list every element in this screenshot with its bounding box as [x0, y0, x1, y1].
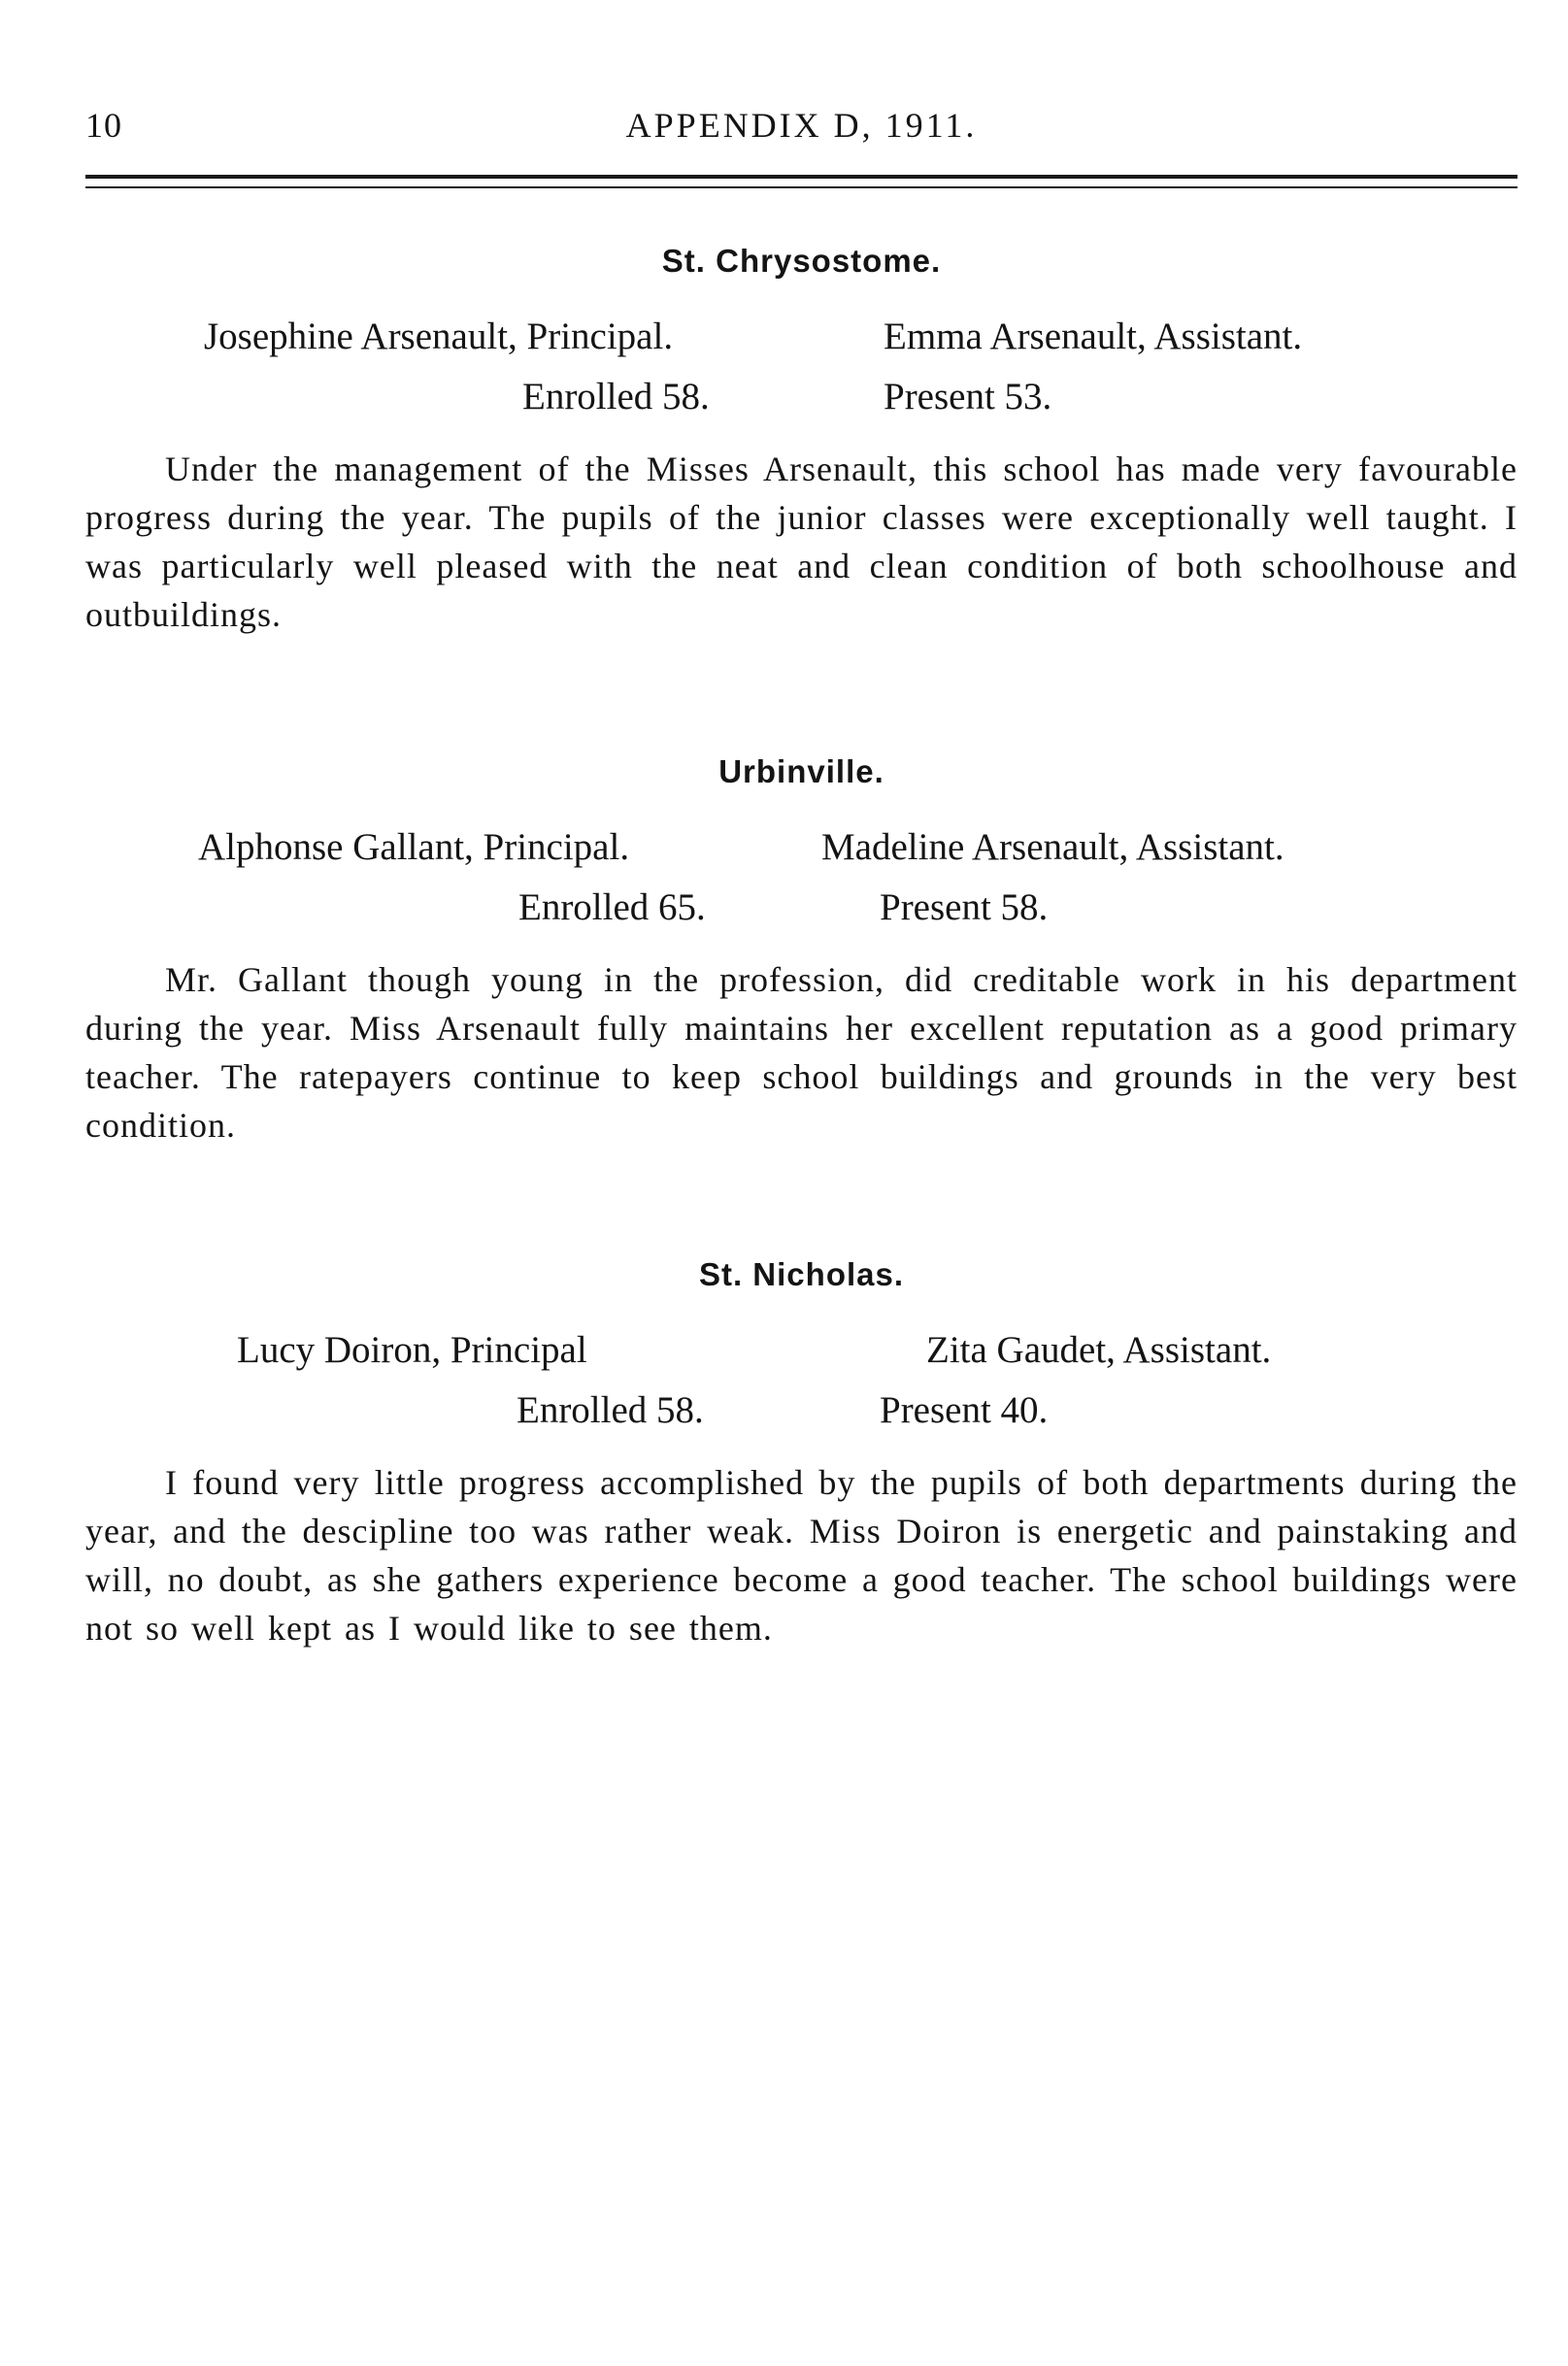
school-section: [85, 750, 1518, 1184]
inspection-report: Under the management of the Misses Arsenault, this school has made very favourable progress during the year. The pupils of the junior classes were exceptionally well taught. I was particularly well pleased with the neat and clean condition of both schoolhouse and outbuildings.: [85, 450, 1518, 634]
assistant-name: Zita Gaudet, Assistant.: [926, 1329, 1272, 1371]
inspection-report: Mr. Gallant though young in the profession, did creditable work in his department during the year. Miss Arsenault fully maintains her excellent reputation as a good primary teacher. The ratepayers continue to keep school buildings and grounds in the very best condition.: [85, 960, 1518, 1145]
present-count: Present 58.: [880, 886, 1049, 928]
attendance-row: [85, 1384, 1518, 1437]
assistant-name: Emma Arsenault, Assistant.: [884, 316, 1303, 357]
school-name: Urbinville.: [718, 753, 884, 789]
header-rule: [85, 175, 1518, 179]
school-name: St. Chrysostome.: [661, 243, 942, 279]
page-number: 10: [85, 106, 122, 145]
enrolled-count: Enrolled 58.: [517, 1389, 704, 1431]
principal-name: Alphonse Gallant, Principal.: [198, 826, 630, 868]
attendance-row: [85, 371, 1518, 423]
enrolled-count: Enrolled 58.: [522, 376, 710, 417]
header-rule-thin: [85, 186, 1518, 188]
school-section: [85, 1252, 1518, 1687]
present-count: Present 40.: [880, 1389, 1049, 1431]
principal-name: Josephine Arsenault, Principal.: [204, 316, 674, 357]
assistant-name: Madeline Arsenault, Assistant.: [821, 826, 1284, 868]
school-section: [85, 239, 1518, 674]
present-count: Present 53.: [884, 376, 1052, 417]
running-title: APPENDIX D, 1911.: [625, 106, 978, 145]
staff-row: [85, 311, 1518, 363]
staff-row: [85, 1324, 1518, 1377]
inspection-report: I found very little progress accomplished by the pupils of both departments during the year, and the descipline too was rather weak. Miss Doiron is energetic and painstaking and will, no doubt, as she gathers experience become a good teacher. The school buildings were not so well kept as I would like to see them.: [85, 1463, 1518, 1648]
staff-row: [85, 821, 1518, 874]
enrolled-count: Enrolled 65.: [518, 886, 706, 928]
running-header: [85, 105, 1518, 153]
principal-name: Lucy Doiron, Principal: [237, 1329, 587, 1371]
attendance-row: [85, 882, 1518, 934]
school-name: St. Nicholas.: [698, 1256, 905, 1292]
